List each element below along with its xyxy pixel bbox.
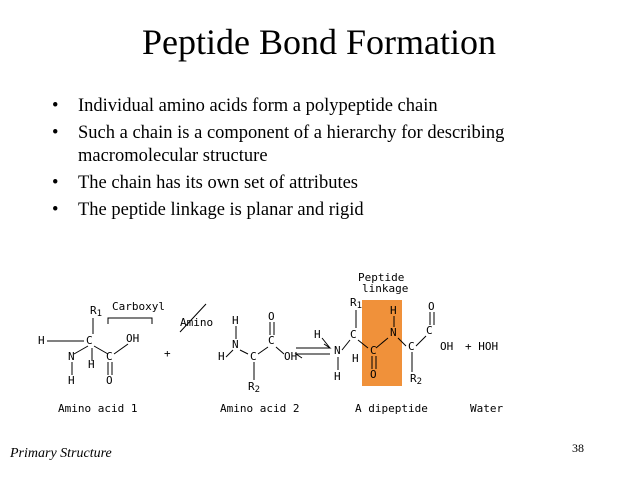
atom-label: H <box>88 358 95 371</box>
atom-label: C <box>370 344 377 357</box>
caption-amino-acid-1: Amino acid 1 <box>58 402 138 415</box>
caption-water: Water <box>470 402 504 415</box>
bullet-item <box>48 199 608 222</box>
atom-label: H <box>334 370 341 383</box>
atom-label: O <box>106 374 113 387</box>
atom-label: C <box>86 334 93 347</box>
bullet-item <box>48 122 608 168</box>
atom-label: C <box>268 334 275 347</box>
atom-label: H <box>232 314 239 327</box>
bullet-dot-icon: • <box>52 96 59 116</box>
atom-label: OH <box>126 332 140 345</box>
atom-label: H <box>38 334 45 347</box>
caption-amino-acid-2: Amino acid 2 <box>220 402 300 415</box>
r1-label: R1 <box>350 296 363 311</box>
bullet-text: Individual amino acids form a polypeptide chain <box>78 96 438 116</box>
atom-label: O <box>370 368 377 381</box>
bullet-dot-icon: • <box>52 123 59 143</box>
peptide-bond-diagram <box>30 262 590 422</box>
atom-label: N <box>334 344 341 357</box>
atom-label: N <box>68 350 75 363</box>
atom-label: O <box>268 310 275 323</box>
atom-label: N <box>390 326 397 339</box>
atom-label: H <box>68 374 75 387</box>
plus-sign: + <box>164 347 171 360</box>
bullet-dot-icon: • <box>52 200 59 220</box>
r1-label: R1 <box>90 304 103 319</box>
r2-label: R2 <box>248 380 261 395</box>
atom-label: OH <box>440 340 454 353</box>
slide-title: Peptide Bond Formation <box>142 22 496 62</box>
atom-label: C <box>350 328 357 341</box>
atom-label: H <box>314 328 321 341</box>
peptide-linkage-label: Peptide <box>358 271 405 284</box>
atom-label: H <box>218 350 225 363</box>
atom-label: N <box>232 338 239 351</box>
bullet-dot-icon: • <box>52 173 59 193</box>
bullet-text: Such a chain is a component of a hierarchy for describing macromolecular structure <box>78 123 505 166</box>
atom-label: C <box>106 350 113 363</box>
atom-label: OH <box>284 350 298 363</box>
bullet-text: The chain has its own set of attributes <box>78 173 359 193</box>
r2-label: R2 <box>410 372 423 387</box>
carboxyl-label: Carboxyl <box>112 300 165 313</box>
atom-label: C <box>426 324 433 337</box>
page-number: 38 <box>572 441 584 455</box>
caption-dipeptide: A dipeptide <box>355 402 428 415</box>
peptide-linkage-label: linkage <box>362 282 409 295</box>
atom-label: O <box>428 300 435 313</box>
bullet-item <box>48 172 608 195</box>
bullet-text: The peptide linkage is planar and rigid <box>78 200 364 220</box>
atom-label: H <box>352 352 359 365</box>
atom-label: C <box>250 350 257 363</box>
bullet-list <box>48 95 608 226</box>
amino-label: Amino <box>180 316 214 329</box>
bullet-item <box>48 95 608 118</box>
footer-section-label: Primary Structure <box>10 446 112 461</box>
hoh-label: + HOH <box>465 340 499 353</box>
atom-label: H <box>390 304 397 317</box>
atom-label: C <box>408 340 415 353</box>
